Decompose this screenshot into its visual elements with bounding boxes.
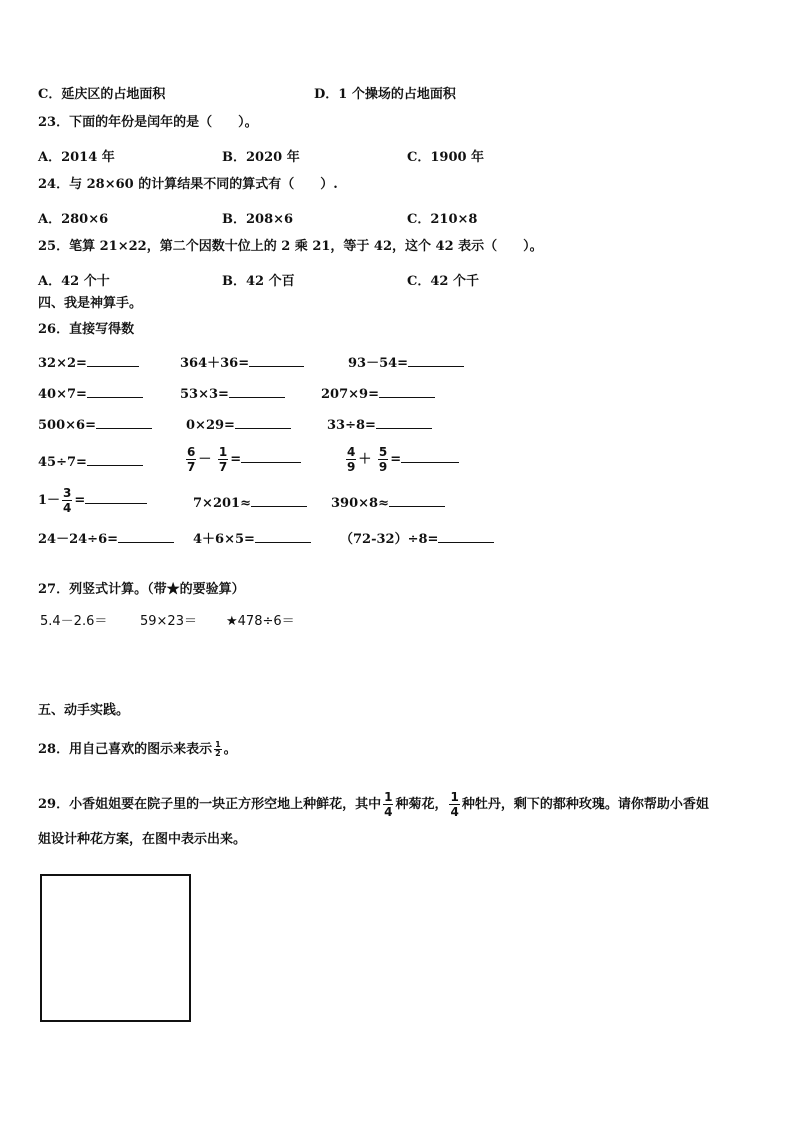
answer-blank[interactable] — [241, 450, 301, 463]
answer-blank[interactable] — [85, 491, 147, 504]
q22-option-c: C．延庆区的占地面积 — [38, 87, 166, 102]
q26-item — [180, 385, 285, 403]
answer-blank[interactable] — [96, 416, 152, 429]
q28-end: 。 — [223, 742, 237, 757]
answer-blank[interactable] — [438, 530, 494, 543]
q26-expr: 1－ — [38, 493, 61, 508]
q26-item — [38, 354, 139, 372]
q27-expression-3: ★478÷6＝ — [226, 614, 295, 629]
answer-blank[interactable] — [118, 530, 174, 543]
q26-item — [38, 416, 152, 434]
q26-expr: 24－24÷6= — [38, 532, 119, 547]
fraction: $\frac{3}{4}$ — [63, 486, 72, 515]
q26-expr: 32×2= — [38, 356, 87, 371]
q27-stem: 27．列竖式计算。（带★的要验算） — [38, 582, 245, 597]
q26-item — [321, 385, 435, 403]
q27-expression-2: 59×23＝ — [140, 614, 197, 629]
q24-option-a: A．280×6 — [38, 212, 109, 227]
q26-item — [38, 484, 147, 518]
section-5-heading: 五、动手实践。 — [38, 703, 130, 718]
q25-option-b: B．42 个百 — [222, 274, 295, 289]
q26-expr: （72-32）÷8= — [340, 532, 439, 547]
q25-stem: 25．笔算 21×22，第二个因数十位上的 2 乘 21，等于 42，这个 42 表示（ ）。 — [38, 239, 543, 254]
fraction: $\frac{1}{4}$ — [384, 790, 393, 819]
fraction: $\frac{5}{9}$ — [378, 445, 388, 474]
q29-stem-line-2: 姐设计种花方案，在图中表示出来。 — [38, 832, 247, 847]
fraction: $\frac{4}{9}$ — [347, 445, 356, 474]
q26-expr: 207×9= — [321, 387, 379, 402]
q23-option-c: C．1900 年 — [407, 150, 485, 165]
q26-item — [38, 530, 174, 548]
q26-item — [348, 354, 464, 372]
answer-blank[interactable] — [255, 530, 311, 543]
q26-expr: 364＋36= — [180, 356, 250, 371]
fraction: $\frac{1}{2}$ — [215, 740, 221, 758]
q26-expr: 40×7= — [38, 387, 87, 402]
operator: ＋ — [358, 452, 372, 467]
q29-text: 种菊花， — [395, 797, 448, 812]
equals: = — [74, 493, 86, 508]
q28-stem — [38, 739, 237, 761]
q26-expr: 33÷8= — [327, 418, 376, 433]
fraction: $\frac{1}{7}$ — [218, 445, 228, 474]
answer-blank[interactable] — [376, 416, 432, 429]
answer-blank[interactable] — [87, 354, 139, 367]
q26-expr: 4＋6×5= — [193, 532, 255, 547]
q22-option-d: D．1 个操场的占地面积 — [314, 87, 456, 102]
q23-stem: 23．下面的年份是闰年的是（ ）。 — [38, 115, 258, 130]
q26-expr: 390×8≈ — [331, 496, 389, 511]
q26-expr: 93－54= — [348, 356, 409, 371]
drawing-square[interactable] — [40, 874, 191, 1022]
fraction: $\frac{1}{4}$ — [450, 790, 459, 819]
q26-item — [193, 494, 307, 512]
answer-blank[interactable] — [249, 354, 304, 367]
answer-blank[interactable] — [408, 354, 464, 367]
answer-blank[interactable] — [87, 453, 143, 466]
operator: － — [198, 452, 212, 467]
q26-item — [180, 354, 304, 372]
q23-option-b: B．2020 年 — [222, 150, 300, 165]
q26-item — [331, 494, 445, 512]
answer-blank[interactable] — [235, 416, 291, 429]
equals: = — [390, 452, 402, 467]
q25-option-c: C．42 个千 — [407, 274, 479, 289]
q29-stem — [38, 787, 709, 823]
answer-blank[interactable] — [87, 385, 143, 398]
q24-option-b: B．208×6 — [222, 212, 294, 227]
q29-text: 29．小香姐姐要在院子里的一块正方形空地上种鲜花，其中 — [38, 797, 382, 812]
answer-blank[interactable] — [229, 385, 285, 398]
q26-item — [344, 443, 459, 477]
q24-stem: 24．与 28×60 的计算结果不同的算式有（ ）. — [38, 177, 338, 192]
q26-item — [38, 453, 143, 471]
q24-option-c: C．210×8 — [407, 212, 478, 227]
equals: = — [230, 452, 242, 467]
q26-item — [38, 385, 143, 403]
q26-expr: 500×6= — [38, 418, 96, 433]
q26-expr: 7×201≈ — [193, 496, 251, 511]
q27-expression-1: 5.4－2.6＝ — [40, 614, 108, 629]
q25-option-a: A．42 个十 — [38, 274, 110, 289]
q28-text: 28．用自己喜欢的图示来表示 — [38, 742, 213, 757]
q26-item — [193, 530, 311, 548]
q26-stem: 26．直接写得数 — [38, 322, 135, 337]
section-4-heading: 四、我是神算手。 — [38, 296, 143, 311]
answer-blank[interactable] — [389, 494, 445, 507]
q26-item — [340, 530, 494, 548]
q26-item — [184, 443, 301, 477]
answer-blank[interactable] — [251, 494, 307, 507]
q26-expr: 0×29= — [186, 418, 235, 433]
q26-item — [327, 416, 432, 434]
q26-expr: 45÷7= — [38, 455, 87, 470]
q29-text: 种牡丹，剩下的都种玫瑰。请你帮助小香姐 — [461, 797, 709, 812]
answer-blank[interactable] — [379, 385, 435, 398]
q26-expr: 53×3= — [180, 387, 229, 402]
fraction: $\frac{6}{7}$ — [187, 445, 196, 474]
q23-option-a: A．2014 年 — [38, 150, 115, 165]
answer-blank[interactable] — [401, 450, 459, 463]
q26-item — [186, 416, 291, 434]
